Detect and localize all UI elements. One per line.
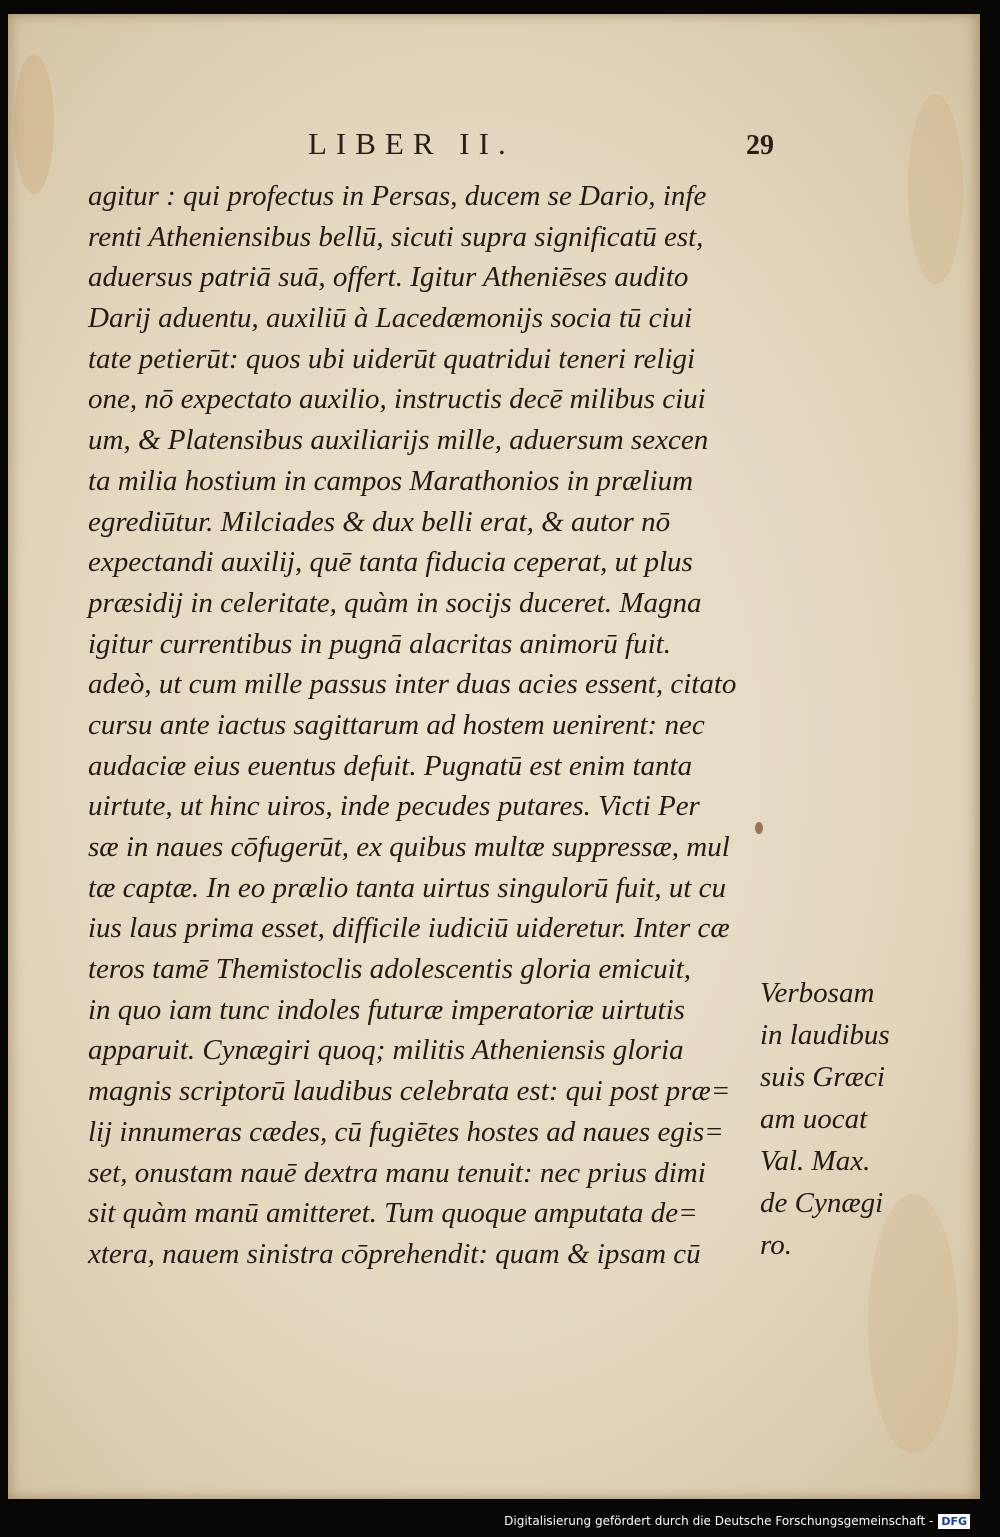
running-title: LIBER II. bbox=[308, 126, 515, 161]
margin-note-line: in laudibus bbox=[760, 1019, 890, 1051]
text-line: magnis scriptorū laudibus celebrata est: qui post præ= bbox=[88, 1075, 731, 1108]
text-line: Darij aduentu, auxiliū à Lacedæmonijs socia tū ciui bbox=[88, 302, 693, 335]
text-line: sit quàm manū amitteret. Tum quoque amputata de= bbox=[88, 1197, 698, 1230]
text-line: teros tamē Themistoclis adolescentis gloria emicuit, bbox=[88, 953, 692, 986]
text-line: ta milia hostium in campos Marathonios in prælium bbox=[88, 464, 694, 497]
digitization-footer bbox=[504, 1508, 970, 1534]
text-line: adeò, ut cum mille passus inter duas acies essent, citato bbox=[88, 668, 737, 701]
text-line: egrediūtur. Milciades & dux belli erat, & autor nō bbox=[88, 505, 671, 538]
main-text-block bbox=[88, 176, 748, 1275]
text-line: uirtute, ut hinc uiros, inde pecudes putares. Victi Per bbox=[88, 790, 700, 823]
margin-note-line: de Cynægi bbox=[760, 1187, 884, 1219]
text-line: aduersus patriā suā, offert. Igitur Atheniēses audito bbox=[88, 261, 689, 294]
text-line: lij innumeras cædes, cū fugiētes hostes ad naues egis= bbox=[88, 1115, 724, 1148]
digitization-credit: Digitalisierung gefördert durch die Deutsche Forschungsgemeinschaft - bbox=[504, 1514, 934, 1528]
margin-note-line: Verbosam bbox=[760, 977, 875, 1009]
page-number: 29 bbox=[746, 130, 774, 161]
text-line: igitur currentibus in pugnā alacritas animorū fuit. bbox=[88, 627, 671, 660]
marginal-note bbox=[760, 972, 930, 1266]
page-header bbox=[0, 126, 1000, 170]
margin-note-line: am uocat bbox=[760, 1103, 868, 1135]
text-line: sæ in naues cōfugerūt, ex quibus multæ suppressæ, mul bbox=[88, 831, 730, 863]
text-line: ius laus prima esset, difficile iudiciū uideretur. Inter cæ bbox=[88, 912, 730, 945]
text-line: cursu ante iactus sagittarum ad hostem uenirent: nec bbox=[88, 708, 705, 741]
margin-note-line: Val. Max. bbox=[760, 1145, 871, 1177]
text-line: um, & Platensibus auxiliarijs mille, aduersum sexcen bbox=[88, 424, 709, 457]
text-line: tate petierūt: quos ubi uiderūt quatridui teneri religi bbox=[88, 342, 696, 375]
dfg-logo: DFG bbox=[938, 1514, 970, 1529]
ink-spot bbox=[755, 822, 763, 834]
text-line: xtera, nauem sinistra cōprehendit: quam & ipsam cū bbox=[88, 1237, 701, 1270]
page-stain bbox=[14, 54, 54, 194]
text-line: tæ captæ. In eo prælio tanta uirtus singulorū fuit, ut cu bbox=[88, 871, 727, 904]
margin-note-line: suis Græci bbox=[760, 1061, 885, 1093]
page-stain bbox=[908, 94, 963, 284]
text-line: set, onustam nauē dextra manu tenuit: nec prius dimi bbox=[88, 1156, 706, 1189]
text-line: one, nō expectato auxilio, instructis decē milibus ciui bbox=[88, 383, 706, 416]
text-line: præsidij in celeritate, quàm in socijs duceret. Magna bbox=[88, 586, 702, 619]
text-line: audaciæ eius euentus defuit. Pugnatū est enim tanta bbox=[88, 749, 693, 782]
text-line: in quo iam tunc indoles futuræ imperatoriæ uirtutis bbox=[88, 993, 685, 1026]
text-line: agitur : qui profectus in Persas, ducem se Dario, infe bbox=[88, 180, 707, 212]
margin-note-line: ro. bbox=[760, 1229, 792, 1261]
text-line: expectandi auxilij, quē tanta fiducia ceperat, ut plus bbox=[88, 546, 693, 579]
text-line: apparuit. Cynægiri quoq; militis Atheniensis gloria bbox=[88, 1034, 684, 1067]
text-line: renti Atheniensibus bellū, sicuti supra significatū est, bbox=[88, 220, 704, 253]
